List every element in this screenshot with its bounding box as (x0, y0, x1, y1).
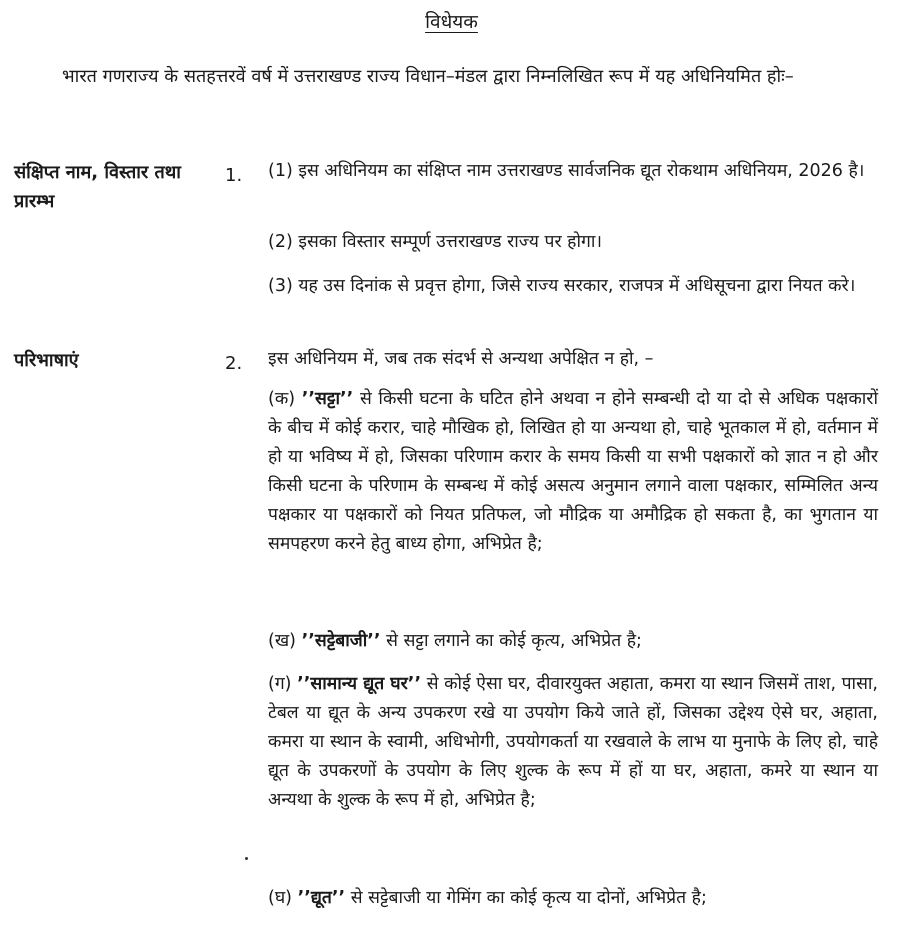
section-2-intro: इस अधिनियम में, जब तक संदर्भ से अन्यथा अपेक्षित न हो, – (268, 349, 654, 369)
definition-ga (268, 670, 878, 815)
section-1-clause-3: (3) यह उस दिनांक से प्रवृत्त होगा, जिसे राज्य सरकार, राजपत्र में अधिसूचना द्वारा नियत करे। (268, 276, 856, 296)
definition-term: ’’द्यूत’’ (297, 888, 346, 908)
definition-text: से सट्टा लगाने का कोई कृत्य, अभिप्रेत है; (386, 631, 642, 651)
definition-label: (घ) (268, 888, 292, 908)
definition-label: (ग) (268, 674, 292, 694)
document-title: विधेयक (425, 11, 478, 33)
enacting-formula (0, 55, 892, 99)
definition-label: (ख) (268, 631, 296, 651)
definition-text: से सट्टेबाजी या गेमिंग का कोई कृत्य या दोनों, अभिप्रेत है; (350, 888, 707, 908)
section-2-number: 2. (225, 353, 243, 374)
section-1-marginal-heading: संक्षिप्त नाम, विस्तार तथा प्रारम्भ (14, 162, 181, 212)
section-2-marginal-heading: परिभाषाएं (14, 350, 79, 371)
definition-kha (268, 627, 878, 656)
definition-term: ’’सामान्य द्यूत घर’’ (297, 674, 422, 694)
definition-label: (क) (268, 389, 296, 409)
section-1-clause-2: (2) इसका विस्तार सम्पूर्ण उत्तराखण्ड राज्य पर होगा। (268, 232, 603, 252)
scan-speck (245, 857, 248, 860)
definition-term: ’’सट्टेबाजी’’ (301, 631, 381, 651)
definition-text: से कोई ऐसा घर, दीवारयुक्त अहाता, कमरा या स्थान जिसमें ताश, पासा, टेबल या द्यूत के अन्य उपकरण रखे या उपयोग किये जाते हों, जिसका उद्देश्य ऐसे घर, अहाता, कमरा या स्थान के स्वामी, अधिभोगी, उपयोगकर्ता या रखवाले के लाभ या मुनाफे के लिए हो, चाहे द्यूत के उपकरणों के उपयोग के लिए शुल्क के रूप में हों या घर, अहाता, कमरे या स्थान या अन्यथा के शुल्क के रूप में हो, अभिप्रेत है; (268, 674, 878, 810)
section-1-clause-1: (1) इस अधिनियम का संक्षिप्त नाम उत्तराखण्ड सार्वजनिक द्यूत रोकथाम अधिनियम, 2026 है। (268, 161, 865, 181)
section-1-number: 1. (225, 165, 243, 186)
definition-gha (268, 884, 878, 913)
definition-ka (268, 385, 878, 559)
enacting-formula-text: भारत गणराज्य के सतहत्तरवें वर्ष में उत्तराखण्ड राज्य विधान–मंडल द्वारा निम्नलिखित रूप में यह अधिनियमित होः– (62, 66, 794, 87)
definition-term: ’’सट्टा’’ (301, 389, 354, 409)
definition-text: से किसी घटना के घटित होने अथवा न होने सम्बन्धी दो या दो से अधिक पक्षकारों के बीच में कोई करार, चाहे मौखिक हो, लिखित हो या अन्यथा हो, चाहे भूतकाल में हो, वर्तमान में हो या भविष्य में हो, जिसका परिणाम करार के समय किसी या सभी पक्षकारों को ज्ञात न हो और किसी घटना के परिणाम के सम्बन्ध में कोई असत्य अनुमान लगाने वाला पक्षकार, सम्मिलित अन्य पक्षकार या पक्षकारों को नियत प्रतिफल, जो मौद्रिक या अमौद्रिक हो सकता है, का भुगतान या समपहरण करने हेतु बाध्य होगा, अभिप्रेत है; (268, 389, 878, 554)
